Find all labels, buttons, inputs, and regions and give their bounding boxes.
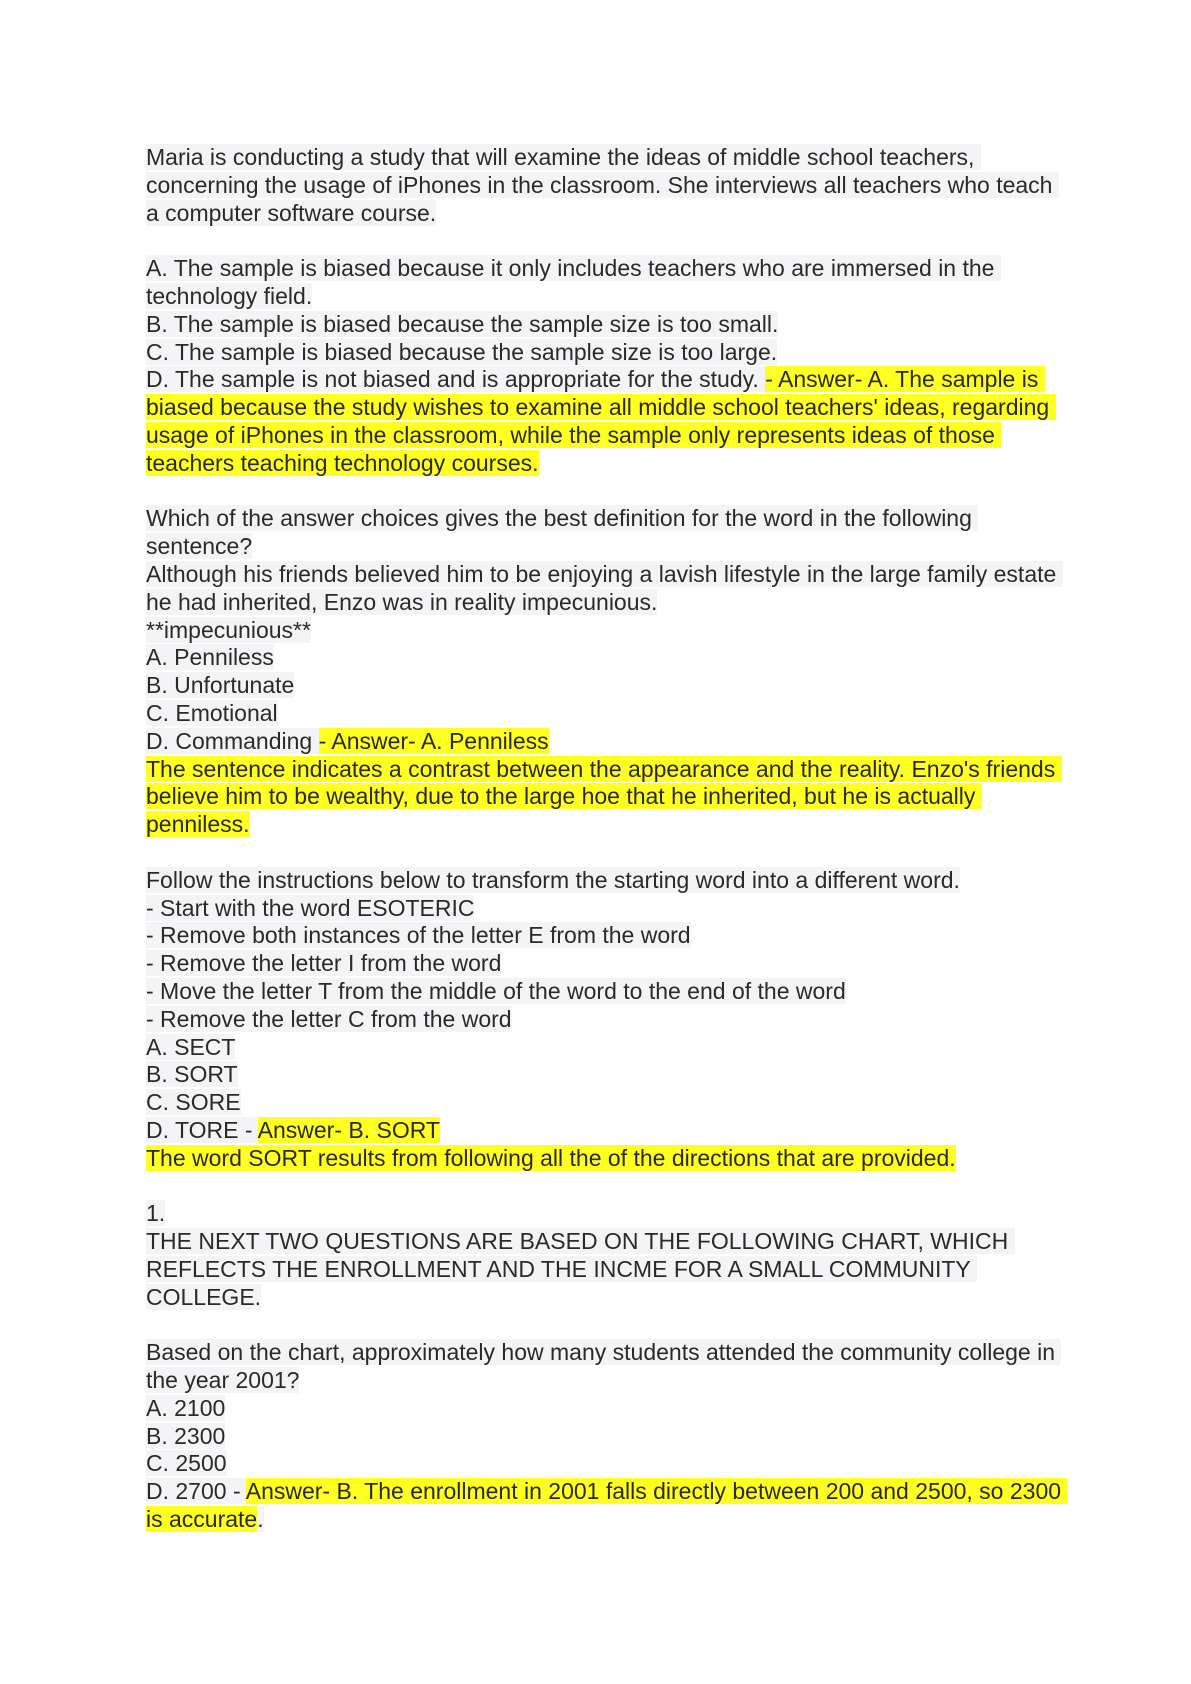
- instruction-step-text: - Remove the letter I from the word: [146, 950, 502, 977]
- option-a-text: A. The sample is biased because it only includes teachers who are immersed in the technology field.: [146, 255, 1001, 309]
- answer-explanation: [146, 1145, 1066, 1173]
- instruction-step: [146, 895, 1066, 923]
- instruction-step-text: - Remove both instances of the letter E from the word: [146, 922, 691, 949]
- option-a: [146, 644, 1066, 672]
- instruction-step: [146, 1006, 1066, 1034]
- question-enrollment: [146, 1339, 1066, 1534]
- instruction-step: [146, 950, 1066, 978]
- option-d-text: D. Commanding: [146, 727, 319, 754]
- option-b: [146, 311, 1066, 339]
- option-d-with-answer: [146, 366, 1066, 477]
- question-stem: [146, 867, 1066, 895]
- question-stem-text: Which of the answer choices gives the best definition for the word in the following sentence?: [146, 505, 979, 560]
- question-vocabulary: [146, 505, 1066, 839]
- question-sentence: [146, 561, 1066, 617]
- option-d-with-answer: [146, 728, 1066, 756]
- option-c-text: C. SORE: [146, 1089, 241, 1116]
- answer-highlight: - Answer- A. Penniless: [318, 727, 549, 754]
- option-c: [146, 700, 1066, 728]
- option-b-text: B. 2300: [146, 1422, 226, 1449]
- question-word-transform: [146, 867, 1066, 1173]
- question-stem: [146, 1339, 1066, 1395]
- option-b-text: B. Unfortunate: [146, 672, 295, 699]
- option-d-with-answer: [146, 1117, 1066, 1145]
- option-a: [146, 1395, 1066, 1423]
- option-a-text: A. SECT: [146, 1033, 236, 1060]
- option-c-text: C. 2500: [146, 1450, 227, 1477]
- option-b: [146, 672, 1066, 700]
- option-c: [146, 1450, 1066, 1478]
- question-stem: [146, 144, 1066, 227]
- instruction-step-text: - Remove the letter C from the word: [146, 1005, 512, 1032]
- option-b-text: B. SORT: [146, 1061, 238, 1088]
- item-number: [146, 1200, 1066, 1228]
- question-sentence-text: Although his friends believed him to be enjoying a lavish lifestyle in the large family estate he had inherited, Enzo was in reality impecunious.: [146, 560, 1063, 615]
- instruction-step-text: - Move the letter T from the middle of the word to the end of the word: [146, 977, 846, 1004]
- intro-text: [146, 1228, 1066, 1311]
- blank-line: [146, 227, 1066, 255]
- option-c: [146, 339, 1066, 367]
- option-a: [146, 1034, 1066, 1062]
- question-stem-text: Maria is conducting a study that will examine the ideas of middle school teachers, concerning the usage of iPhones in the classroom. She interviews all teachers who teach a computer software course.: [146, 144, 1059, 226]
- answer-highlight: Answer- B. The enrollment in 2001 falls directly between 200 and 2500, so 2300 is accurate: [146, 1478, 1068, 1533]
- document-content: [146, 144, 1066, 1562]
- answer-trailing-period: .: [257, 1506, 264, 1533]
- option-a-text: A. 2100: [146, 1394, 226, 1421]
- answer-explanation-text: The sentence indicates a contrast between the appearance and the reality. Enzo's friends believe him to be wealthy, due to the large hoe that he inherited, but he is actually penniless.: [146, 755, 1062, 838]
- option-d-text: D. 2700 -: [146, 1478, 246, 1505]
- target-word: [146, 617, 1066, 645]
- instruction-step-text: - Start with the word ESOTERIC: [146, 894, 475, 921]
- question-stem-text: Follow the instructions below to transform the starting word into a different word.: [146, 866, 960, 893]
- option-a-text: A. Penniless: [146, 644, 274, 671]
- option-c-text: C. Emotional: [146, 699, 278, 726]
- option-c: [146, 1089, 1066, 1117]
- intro-text-body: THE NEXT TWO QUESTIONS ARE BASED ON THE FOLLOWING CHART, WHICH REFLECTS THE ENROLLMENT AND THE INCME FOR A SMALL COMMUNITY COLLEGE.: [146, 1228, 1015, 1310]
- option-a: [146, 255, 1066, 311]
- answer-highlight: Answer- B. SORT: [257, 1116, 440, 1143]
- option-b-text: B. The sample is biased because the sample size is too small.: [146, 310, 779, 337]
- option-d-with-answer: [146, 1478, 1066, 1534]
- option-d-text: D. The sample is not biased and is appropriate for the study.: [146, 366, 766, 393]
- answer-highlight: - Answer- A. The sample is biased because the study wishes to examine all middle school teachers' ideas, regarding usage of iPhones in the classroom, while the sample only represents ideas of those teachers teaching technology courses.: [146, 366, 1056, 476]
- target-word-text: **impecunious**: [146, 616, 311, 643]
- instruction-step: [146, 978, 1066, 1006]
- option-b: [146, 1061, 1066, 1089]
- answer-explanation-text: The word SORT results from following all the of the directions that are provided.: [146, 1144, 956, 1171]
- item-number-text: 1.: [146, 1200, 166, 1227]
- chart-questions-intro: [146, 1200, 1066, 1311]
- option-b: [146, 1423, 1066, 1451]
- answer-explanation: [146, 756, 1066, 839]
- question-stem-text: Based on the chart, approximately how many students attended the community college in the year 2001?: [146, 1339, 1062, 1394]
- option-c-text: C. The sample is biased because the sample size is too large.: [146, 338, 778, 365]
- question-stem: [146, 505, 1066, 561]
- instruction-step: [146, 922, 1066, 950]
- option-d-text: D. TORE -: [146, 1116, 258, 1143]
- question-sampling-bias: [146, 144, 1066, 478]
